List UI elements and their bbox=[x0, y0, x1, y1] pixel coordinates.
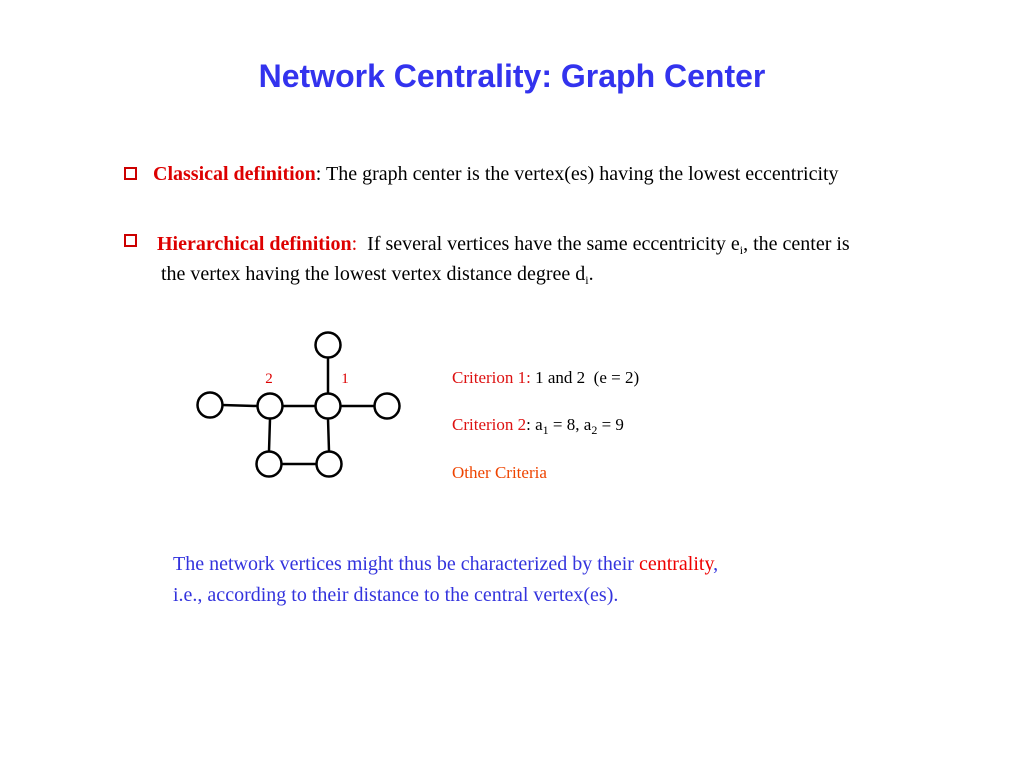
vertex bbox=[257, 452, 282, 477]
edge bbox=[222, 405, 257, 406]
note-text: The network vertices might thus be characterized by their bbox=[173, 553, 639, 575]
vertex bbox=[198, 393, 223, 418]
other-criteria: Other Criteria bbox=[452, 463, 547, 482]
hierarchical-definition-term: Hierarchical definition bbox=[157, 233, 352, 255]
edge bbox=[328, 419, 329, 451]
comma: , bbox=[713, 553, 719, 575]
hierarchical-text-a: If several vertices have the same eccentricity e bbox=[357, 233, 740, 255]
criterion-1 bbox=[452, 368, 639, 388]
classical-definition-text: The graph center is the vertex(es) having the lowest eccentricity bbox=[321, 163, 839, 185]
vertex-label-1: 1 bbox=[341, 371, 349, 387]
subscript: 1 bbox=[542, 423, 549, 437]
criterion-2-text: = 9 bbox=[597, 415, 624, 434]
classical-definition-term: Classical definition bbox=[153, 163, 316, 185]
period: . bbox=[588, 263, 594, 285]
subscript: i bbox=[585, 273, 589, 287]
hierarchical-text-b: , the center is bbox=[743, 233, 850, 255]
centrality-note-line1 bbox=[173, 553, 718, 576]
hierarchical-line2-text: the vertex having the lowest vertex distance degree d bbox=[161, 263, 586, 285]
centrality-note-line2: i.e., according to their distance to the central vertex(es). bbox=[173, 584, 619, 606]
criterion-1-label: Criterion 1: bbox=[452, 368, 531, 387]
vertex-2 bbox=[258, 394, 283, 419]
subscript: i bbox=[739, 243, 744, 257]
vertex-label-2: 2 bbox=[265, 371, 273, 387]
page-title: Network Centrality: Graph Center bbox=[258, 58, 766, 94]
vertex bbox=[317, 452, 342, 477]
criterion-2-text: = 8, a bbox=[548, 415, 592, 434]
vertex bbox=[316, 333, 341, 358]
separator: : bbox=[351, 233, 358, 255]
vertex-1 bbox=[316, 394, 341, 419]
subscript: 2 bbox=[591, 423, 598, 437]
centrality-term: centrality bbox=[638, 553, 714, 575]
vertex bbox=[375, 394, 400, 419]
separator: : bbox=[315, 163, 322, 185]
criterion-2-label: Criterion 2 bbox=[452, 415, 527, 434]
criterion-2 bbox=[452, 415, 624, 435]
criterion-1-text: 1 and 2 (e = 2) bbox=[530, 368, 640, 387]
edge bbox=[269, 419, 270, 451]
criterion-2-text: : a bbox=[526, 415, 543, 434]
